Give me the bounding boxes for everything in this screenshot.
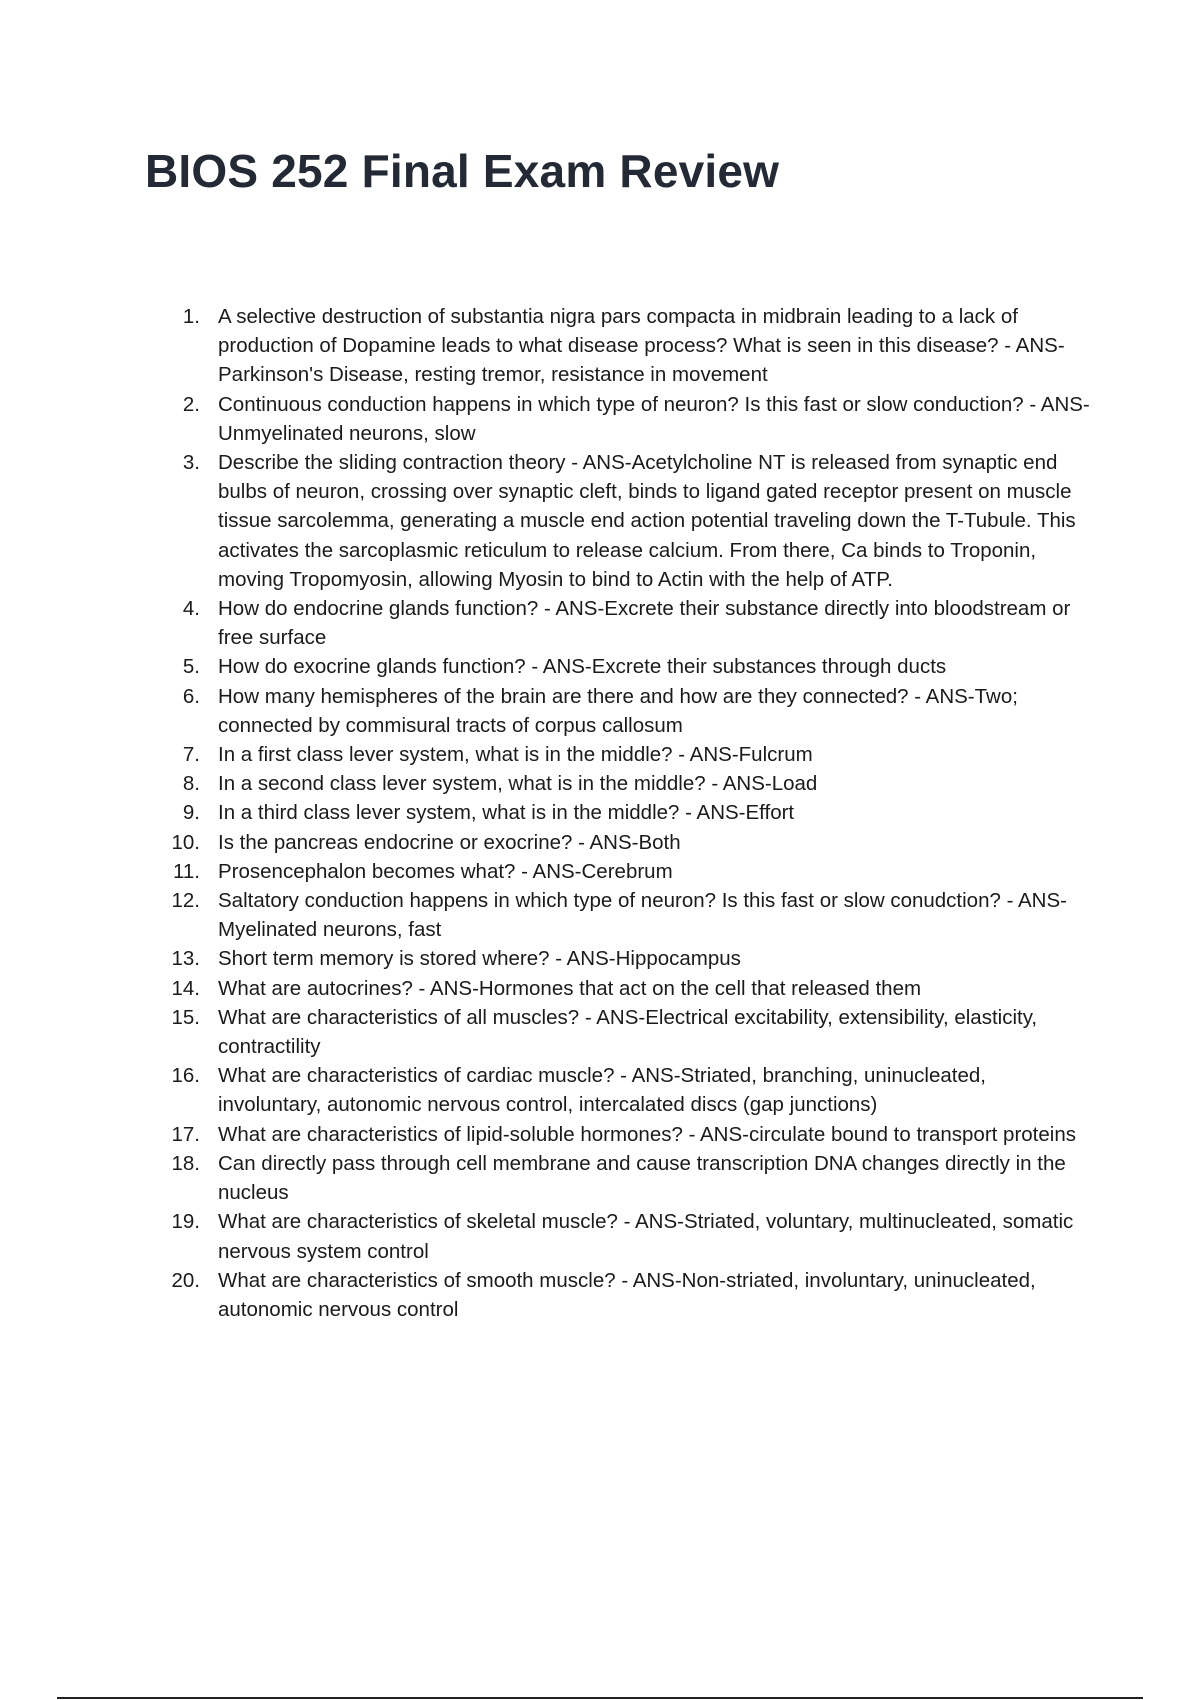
item-number: 13. xyxy=(171,947,200,971)
list-item xyxy=(0,448,1200,594)
item-text: How many hemispheres of the brain are there and how are they connected? - ANS-Two; connected by commisural tracts of corpus callosum xyxy=(218,684,1018,737)
item-number: 12. xyxy=(171,889,200,913)
list-item xyxy=(0,682,1200,740)
item-text: How do endocrine glands function? - ANS-Excrete their substance directly into bloodstream or free surface xyxy=(218,597,1071,650)
item-number: 7. xyxy=(182,743,200,767)
item-text: What are characteristics of all muscles? - ANS-Electrical excitability, extensibility, elasticity, contractility xyxy=(218,1005,1038,1059)
list-item xyxy=(0,302,1200,390)
item-number: 15. xyxy=(171,1005,200,1029)
list-item xyxy=(0,652,1200,681)
page-title: BIOS 252 Final Exam Review xyxy=(145,145,780,197)
list-item xyxy=(0,1003,1200,1061)
item-number: 17. xyxy=(171,1122,200,1146)
item-text: Prosencephalon becomes what? - ANS-Cerebrum xyxy=(218,859,673,883)
item-text: What are autocrines? - ANS-Hormones that act on the cell that released them xyxy=(218,976,922,1000)
list-item xyxy=(0,798,1200,827)
item-number: 4. xyxy=(182,597,200,621)
item-number: 11. xyxy=(173,859,200,883)
item-text: Continuous conduction happens in which type of neuron? Is this fast or slow conduction? - ANS-Unmyelinated neurons, slow xyxy=(218,392,1090,445)
page-bottom-divider xyxy=(57,1697,1143,1699)
item-number: 20. xyxy=(171,1268,200,1292)
item-text: Short term memory is stored where? - ANS-Hippocampus xyxy=(218,947,741,971)
item-text: How do exocrine glands function? - ANS-Excrete their substances through ducts xyxy=(218,655,947,679)
item-text: Can directly pass through cell membrane and cause transcription DNA changes directly in the nucleus xyxy=(218,1151,1066,1205)
item-text: Describe the sliding contraction theory - ANS-Acetylcholine NT is released from synaptic end bulbs of neuron, crossing over synaptic cleft, binds to ligand gated receptor present on muscle tissue sarcolemma, generating a muscle end action potential traveling down the T-Tubule. This activates the sarcoplasmic reticulum to release calcium. From there, Ca binds to Troponin, moving Tropomyosin, allowing Myosin to bind to Actin with the help of ATP. xyxy=(218,451,1076,591)
list-item xyxy=(0,594,1200,652)
list-item xyxy=(0,1149,1200,1207)
list-item xyxy=(0,828,1200,857)
item-text: What are characteristics of cardiac muscle? - ANS-Striated, branching, uninucleated, involuntary, autonomic nervous control, intercalated discs (gap junctions) xyxy=(218,1064,986,1117)
item-number: 5. xyxy=(182,655,200,679)
list-item xyxy=(0,944,1200,973)
item-number: 16. xyxy=(171,1064,200,1088)
list-item xyxy=(0,1207,1200,1265)
item-text: Saltatory conduction happens in which type of neuron? Is this fast or slow conudction? - ANS-Myelinated neurons, fast xyxy=(218,889,1067,942)
item-number: 10. xyxy=(171,830,200,854)
item-number: 14. xyxy=(171,976,200,1000)
item-text: A selective destruction of substantia nigra pars compacta in midbrain leading to a lack of production of Dopamine leads to what disease process? What is seen in this disease? - ANS-Parkinson's Disease, resting tremor, resistance in movement xyxy=(218,305,1065,387)
item-number: 6. xyxy=(182,684,200,708)
item-text: In a second class lever system, what is in the middle? - ANS-Load xyxy=(218,772,818,796)
list-item xyxy=(0,390,1200,448)
list-item xyxy=(0,886,1200,944)
item-number: 1. xyxy=(182,305,200,328)
item-text: What are characteristics of skeletal muscle? - ANS-Striated, voluntary, multinucleated, somatic nervous system control xyxy=(218,1210,1074,1263)
item-text: What are characteristics of lipid-soluble hormones? - ANS-circulate bound to transport proteins xyxy=(218,1122,1076,1146)
review-question-list xyxy=(0,302,1200,1324)
item-number: 2. xyxy=(182,392,200,416)
list-item xyxy=(0,740,1200,769)
item-number: 9. xyxy=(182,801,200,825)
item-text: In a third class lever system, what is in the middle? - ANS-Effort xyxy=(218,801,795,825)
list-item xyxy=(0,974,1200,1003)
item-text: In a first class lever system, what is in the middle? - ANS-Fulcrum xyxy=(218,743,813,767)
list-item xyxy=(0,769,1200,798)
item-text: What are characteristics of smooth muscle? - ANS-Non-striated, involuntary, uninucleated, autonomic nervous control xyxy=(218,1268,1036,1321)
item-number: 18. xyxy=(171,1151,200,1175)
list-item xyxy=(0,1120,1200,1149)
item-number: 3. xyxy=(182,451,200,475)
list-item xyxy=(0,1266,1200,1324)
item-number: 19. xyxy=(171,1210,200,1234)
list-item xyxy=(0,1061,1200,1119)
item-text: Is the pancreas endocrine or exocrine? - ANS-Both xyxy=(218,830,681,854)
list-item xyxy=(0,857,1200,886)
item-number: 8. xyxy=(182,772,200,796)
